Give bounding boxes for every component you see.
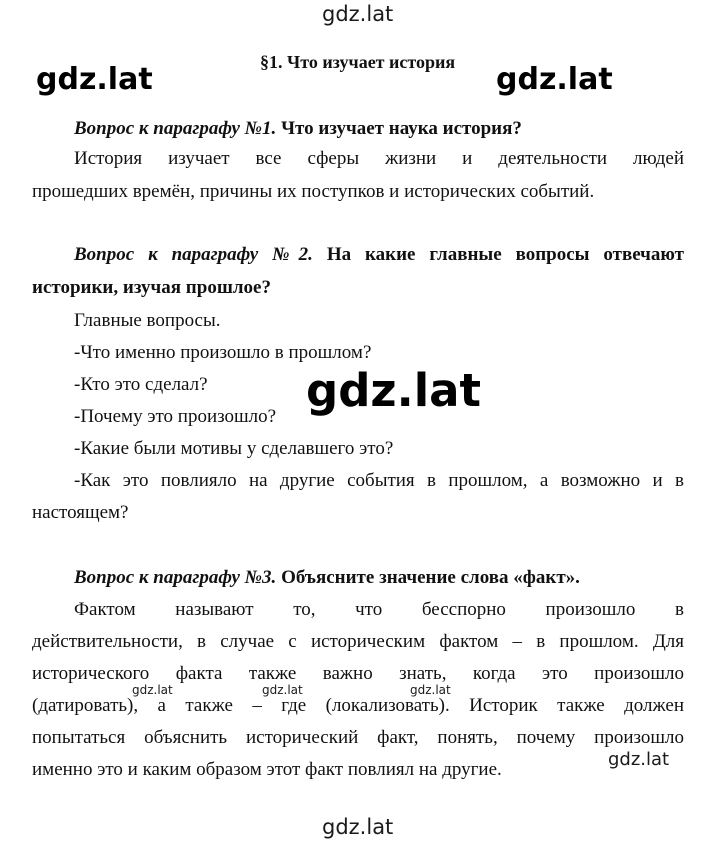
question-1-text: Что изучает наука история? — [281, 118, 522, 139]
watermark-middle: gdz.lat — [306, 364, 482, 417]
question-1-prefix: Вопрос к параграфу №1. — [74, 118, 277, 139]
watermark-top: gdz.lat — [322, 2, 394, 26]
question-2-heading — [74, 243, 684, 267]
answer-1-line-2: прошедших времён, причины их поступков и исторических событий. — [32, 181, 595, 202]
watermark-bottom: gdz.lat — [322, 815, 394, 839]
question-2-text-1: На какие главные вопросы отвечают — [326, 244, 684, 265]
answer-2-line-7: настоящем? — [32, 502, 129, 523]
answer-2-line-2: -Что именно произошло в прошлом? — [74, 342, 372, 363]
question-2-text-2: историки, изучая прошлое? — [32, 277, 271, 298]
answer-3-line-5: попытаться объяснить исторический факт, понять, почему произошло — [32, 727, 684, 748]
answer-3-line-2: действительности, в случае с историческим фактом – в прошлом. Для — [32, 631, 684, 652]
watermark-big-left: gdz.lat — [36, 62, 153, 97]
question-3-heading — [74, 566, 684, 590]
question-1-heading — [32, 117, 684, 141]
watermark-small-3: gdz.lat — [410, 683, 451, 697]
answer-2-line-6: -Как это повлияло на другие события в прошлом, а возможно и в — [74, 470, 684, 491]
answer-3-line-4: (датировать), а также – где (локализовать). Историк также должен — [32, 695, 684, 716]
page-title: §1. Что изучает история — [260, 52, 456, 72]
question-3-prefix: Вопрос к параграфу №3. — [74, 567, 277, 588]
question-2-prefix: Вопрос к параграфу №2. — [74, 244, 313, 265]
watermark-bottom-right: gdz.lat — [608, 749, 670, 770]
watermark-big-right: gdz.lat — [496, 62, 613, 97]
answer-2-line-4: -Почему это произошло? — [74, 406, 277, 427]
watermark-small-2: gdz.lat — [262, 683, 303, 697]
answer-2-line-1: Главные вопросы. — [74, 310, 221, 331]
question-3-text: Объясните значение слова «факт». — [281, 567, 580, 588]
watermark-small-1: gdz.lat — [132, 683, 173, 697]
answer-3-line-1: Фактом называют то, что бесспорно произошло в — [74, 599, 684, 620]
answer-2-line-3: -Кто это сделал? — [74, 374, 208, 395]
answer-1-line-1: История изучает все сферы жизни и деятельности людей — [74, 148, 684, 169]
answer-3-line-3: исторического факта также важно знать, когда это произошло — [32, 663, 684, 684]
answer-2-line-5: -Какие были мотивы у сделавшего это? — [74, 438, 394, 459]
answer-3-line-6: именно это и каким образом этот факт повлиял на другие. — [32, 759, 502, 780]
